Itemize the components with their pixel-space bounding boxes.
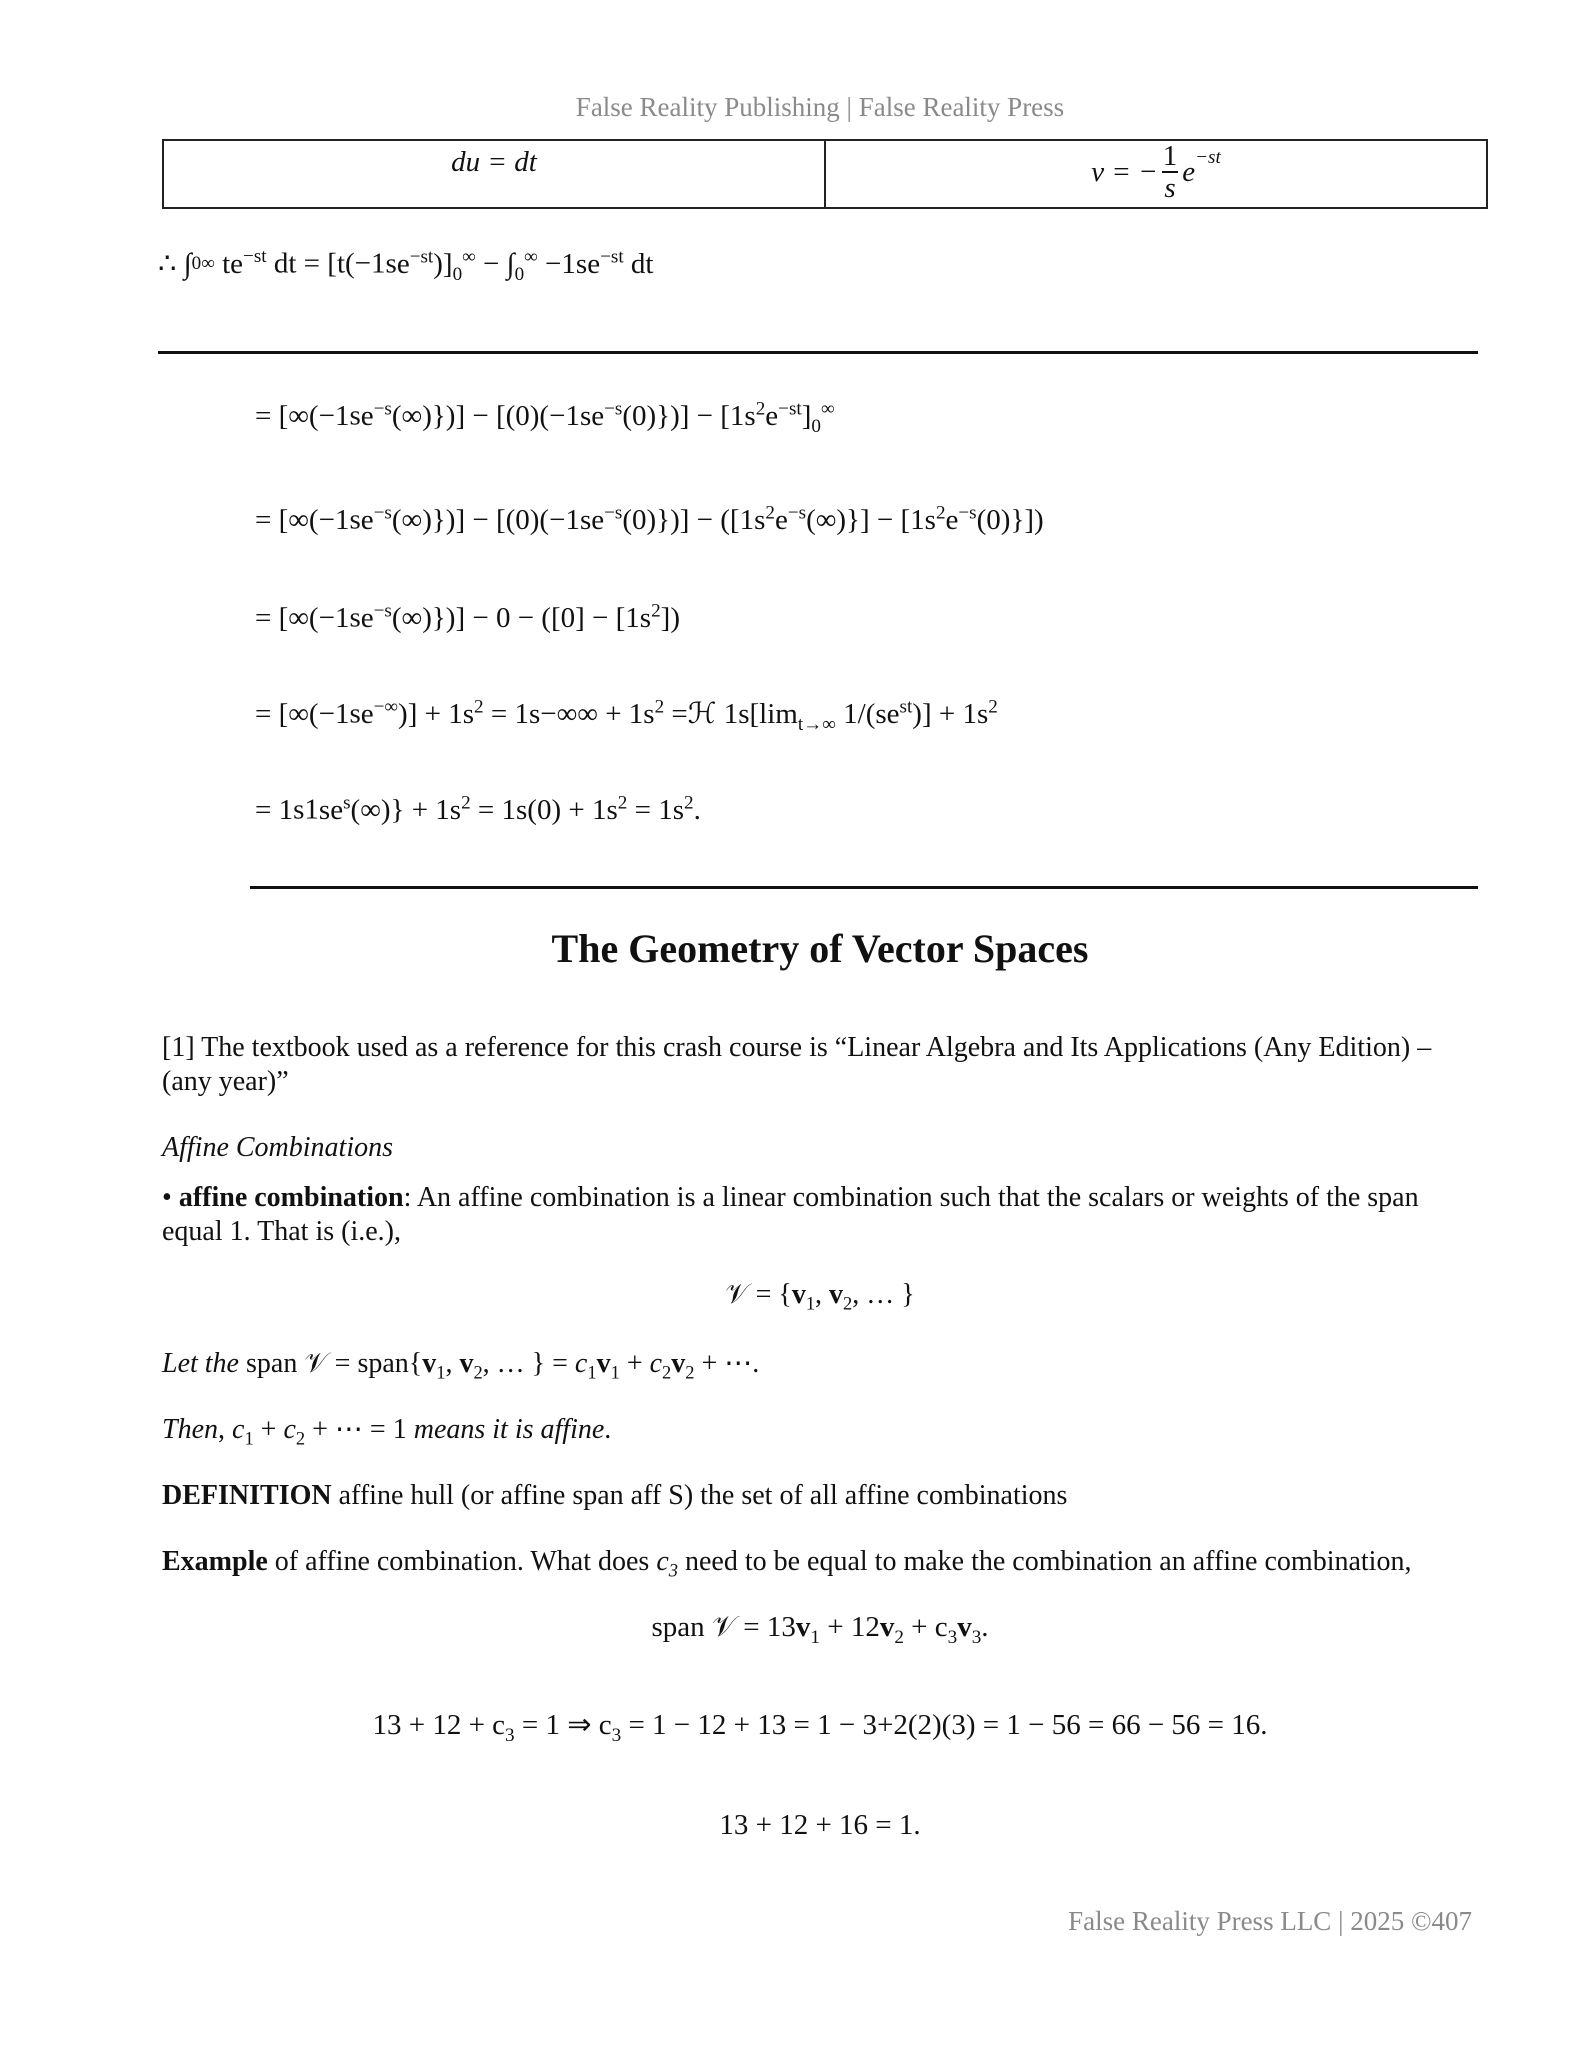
definition-term: DEFINITION: [162, 1480, 332, 1511]
set-equation: 𝒱 = {$v_1$, $v_2$, … }: [725, 1279, 915, 1314]
equation-line-3: = [∞(− 1 $se^{-s}(\infty)\})] - 0 - ([0] - [1s^2])$: [255, 600, 680, 634]
fraction-numerator: 1: [1162, 140, 1178, 172]
exp-base: e: [1182, 156, 1196, 189]
exp-power: −st: [1195, 147, 1221, 168]
section-title: The Geometry of Vector Spaces: [551, 926, 1089, 971]
example-solve-equation: 1 $3 + 12 + c_3 = 1$ ⇒ $c_3 = 1 - 12 + 13 = 1 - 3+2(2)(3) = 1 - 56 = 66 - 56 = 16$.: [372, 1709, 1268, 1746]
divider-rule: [158, 351, 1478, 354]
equation-line-1: = [∞(− 1 $se^{-s}(\infty)\})] - [(0)(-1se^{-s}(0)\})] - [1s^2e^{-st}]_0^\infty$: [255, 398, 835, 437]
subheading: Affine Combinations: [162, 1132, 393, 1163]
example-text-2: need to be equal to make the combination an affine combination,: [677, 1546, 1412, 1577]
then-line: Then, $c_1 + c_2$ + ⋯ = 1 means it is affine.: [162, 1414, 612, 1449]
fraction: [1161, 141, 1180, 204]
page-footer: False Reality Press LLC | 2025 ©407: [1068, 1906, 1472, 1936]
divider-rule-2: [250, 886, 1478, 889]
parts-table: [162, 139, 1488, 209]
definition-line: [162, 1479, 1067, 1513]
example-check-equation: 1 3 + 12 + 16 = 1.: [719, 1809, 921, 1841]
page-header: False Reality Publishing | False Reality Press: [575, 92, 1065, 122]
reference-note: [1] The textbook used as a reference for this crash course is “Linear Algebra and Its Applications (Any Edition) – (any year)”: [162, 1032, 1432, 1097]
example-span-equation: span 𝒱 = 1 $3v_1 + 12v_2 + c_3v_3$.: [651, 1611, 989, 1648]
affine-definition-bullet: [162, 1181, 1482, 1249]
span-line: Let the span 𝒱 = $span\{v_1$, $v_2$, … } = $c_1v_1 + c_2v_2$ + ⋯.: [162, 1348, 760, 1383]
equation-line-2: = [∞(− 1 $se^{-s}(\infty)\})] - [(0)(-1se^{-s}(0)\})] - ([1s^2e^{-s}(\infty)\}] - [1s^2e^{-s}(0)\}$]): [255, 502, 1044, 536]
equation-line-4: = [∞(− 1 $se^{-\infty})] + 1s^2 = 1s-\infty\infty + 1s^2$ =ℋ $1s[\lim_{t\to\infty}$ $1/(se^{st})] + 1s^2$: [255, 696, 998, 735]
bullet-icon: •: [162, 1182, 172, 1213]
example-var: $c_3$: [656, 1546, 678, 1581]
du-dt: du = dt: [451, 146, 537, 178]
bullet-text: : An affine combination is a linear combination such that the scalars or weights of the span equal 1. That is (i.e.),: [162, 1182, 1419, 1247]
definition-text: affine hull (or affine span aff S) the set of all affine combinations: [331, 1480, 1068, 1511]
equation-line-5: = 1 $s1se^s(\infty)\} + 1s^2 = 1s(0) + 1s^2 = 1s^2$.: [255, 792, 701, 826]
parts-left-cell: [163, 140, 825, 208]
v-eq: v = −: [1091, 156, 1158, 189]
example-text-1: of affine combination. What does: [267, 1546, 657, 1577]
parts-equation: ∴ ∫ 0 ∞ te $^{-st}$ dt = $[t(-1se^{-st})]_0^\infty - \int_0^\infty -1se^{-st}$ dt: [158, 246, 654, 285]
bullet-term: affine combination: [178, 1182, 404, 1213]
example-line: [162, 1545, 1492, 1588]
parts-right-cell: [825, 140, 1487, 208]
fraction-denominator: s: [1164, 172, 1176, 205]
example-term: Example: [162, 1546, 268, 1577]
